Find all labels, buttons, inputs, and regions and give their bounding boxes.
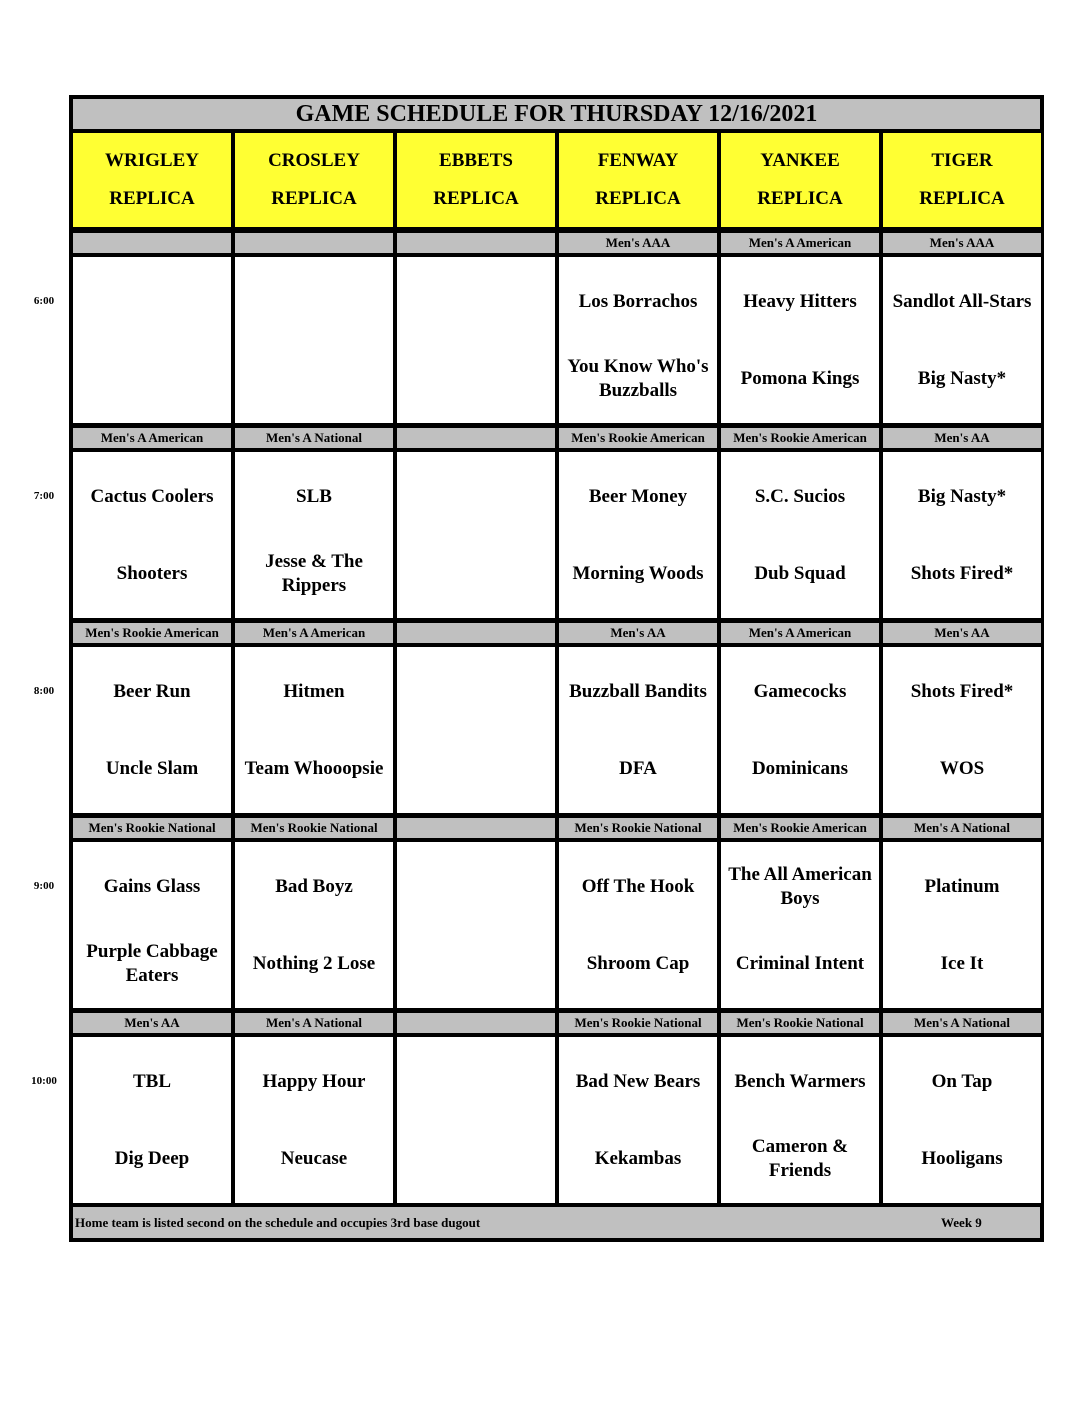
game-cell [721, 647, 879, 813]
time-label: 10:00 [31, 1075, 57, 1087]
division-label: Men's Rookie National [559, 818, 717, 838]
away-team: Bad New Bears [575, 1070, 701, 1092]
schedule-title: GAME SCHEDULE FOR THURSDAY 12/16/2021 [73, 99, 1040, 129]
away-team: Happy Hour [262, 1070, 366, 1092]
division-label: Men's Rookie American [559, 428, 717, 448]
week-label: Week 9 [941, 1214, 982, 1230]
division-label: Men's AA [73, 1013, 231, 1033]
home-team [397, 1120, 555, 1203]
venue-subtitle: REPLICA [595, 188, 681, 209]
home-team: Criminal Intent [735, 952, 865, 974]
division-label: Men's A American [73, 428, 231, 448]
division-label: Men's AA [883, 428, 1041, 448]
game-cell [883, 842, 1041, 1008]
schedule-table [69, 95, 1044, 1242]
game-cell [235, 1037, 393, 1203]
venue-header [559, 133, 717, 227]
home-team: Dig Deep [114, 1147, 190, 1169]
game-cell [559, 842, 717, 1008]
division-label: Men's Rookie American [721, 818, 879, 838]
away-team: Buzzball Bandits [569, 680, 707, 702]
home-team: Kekambas [594, 1147, 682, 1169]
home-team: Team Whooopsie [244, 757, 384, 779]
home-team [235, 340, 393, 423]
home-team: Hooligans [921, 1147, 1003, 1169]
venue-subtitle: REPLICA [919, 188, 1005, 209]
division-label: Men's Rookie National [721, 1013, 879, 1033]
away-team: Off The Hook [581, 875, 695, 897]
away-team: SLB [296, 485, 332, 507]
division-label: Men's AAA [559, 233, 717, 253]
game-cell [559, 1037, 717, 1203]
away-team: Beer Money [588, 485, 688, 507]
game-cell [883, 257, 1041, 423]
game-cell [397, 842, 555, 1008]
division-label: Men's AA [559, 623, 717, 643]
time-label: 9:00 [33, 880, 55, 892]
away-team: The All American Boys [728, 863, 872, 909]
home-team: Shots Fired* [910, 562, 1014, 584]
schedule-footer [73, 1207, 1040, 1238]
footer-note: Home team is listed second on the schedule and occupies 3rd base dugout [75, 1214, 481, 1230]
division-label: Men's A National [235, 428, 393, 448]
home-team: Dub Squad [754, 562, 846, 584]
game-cell [883, 1037, 1041, 1203]
venue-header [721, 133, 879, 227]
game-cell [73, 452, 231, 618]
home-team: You Know Who's Buzzballs [567, 355, 709, 401]
away-team [73, 257, 231, 340]
division-label: Men's Rookie National [73, 818, 231, 838]
away-team [397, 842, 555, 925]
venue-subtitle: REPLICA [109, 188, 195, 209]
game-cell [235, 842, 393, 1008]
away-team: Hitmen [283, 680, 345, 702]
division-label: Men's AAA [883, 233, 1041, 253]
away-team: Shots Fired* [910, 680, 1014, 702]
division-label: Men's A American [721, 623, 879, 643]
away-team: Bad Boyz [275, 875, 353, 897]
game-cell [73, 842, 231, 1008]
away-team: S.C. Sucios [754, 485, 846, 507]
game-cell [397, 647, 555, 813]
time-column [0, 0, 69, 1408]
game-cell [883, 452, 1041, 618]
division-label [397, 233, 555, 253]
division-label [397, 818, 555, 838]
away-team: On Tap [931, 1070, 993, 1092]
home-team: Nothing 2 Lose [252, 952, 376, 974]
game-cell [721, 452, 879, 618]
game-cell [721, 842, 879, 1008]
division-label [235, 233, 393, 253]
home-team [397, 340, 555, 423]
division-label: Men's AA [883, 623, 1041, 643]
home-team: Dominicans [751, 757, 849, 779]
away-team: Heavy Hitters [743, 290, 857, 312]
away-team [397, 1037, 555, 1120]
game-cell [397, 257, 555, 423]
away-team: Platinum [924, 875, 1000, 897]
away-team [235, 257, 393, 340]
game-cell [559, 452, 717, 618]
home-team: WOS [939, 757, 985, 779]
home-team [397, 925, 555, 1008]
venue-name: FENWAY [597, 150, 679, 171]
away-team: Los Borrachos [578, 290, 698, 312]
division-label [73, 233, 231, 253]
division-label: Men's Rookie American [73, 623, 231, 643]
away-team [397, 257, 555, 340]
venue-subtitle: REPLICA [271, 188, 357, 209]
venue-subtitle: REPLICA [757, 188, 843, 209]
venue-name: TIGER [931, 150, 993, 171]
division-label: Men's Rookie National [235, 818, 393, 838]
home-team: DFA [619, 757, 657, 779]
division-label: Men's Rookie National [559, 1013, 717, 1033]
division-label: Men's A American [235, 623, 393, 643]
venue-name: WRIGLEY [105, 150, 199, 171]
game-cell [559, 257, 717, 423]
game-cell [235, 647, 393, 813]
game-cell [883, 647, 1041, 813]
game-cell [235, 257, 393, 423]
division-label: Men's A National [883, 818, 1041, 838]
game-cell [397, 1037, 555, 1203]
away-team: TBL [132, 1070, 172, 1092]
venue-header [73, 133, 231, 227]
game-cell [721, 257, 879, 423]
away-team: Cactus Coolers [90, 485, 214, 507]
home-team: Purple Cabbage Eaters [86, 940, 218, 986]
home-team: Morning Woods [572, 562, 704, 584]
game-cell [73, 257, 231, 423]
division-label [397, 428, 555, 448]
home-team [397, 535, 555, 618]
home-team: Uncle Slam [105, 757, 199, 779]
home-team: Shooters [116, 562, 188, 584]
game-cell [73, 647, 231, 813]
away-team: Sandlot All-Stars [892, 290, 1032, 312]
division-label [397, 1013, 555, 1033]
away-team: Bench Warmers [734, 1070, 866, 1092]
venue-name: YANKEE [760, 150, 840, 171]
home-team: Neucase [280, 1147, 348, 1169]
venue-header [883, 133, 1041, 227]
game-cell [73, 1037, 231, 1203]
away-team: Gains Glass [103, 875, 201, 897]
home-team [397, 730, 555, 813]
time-label: 7:00 [33, 490, 55, 502]
game-cell [559, 647, 717, 813]
division-label [397, 623, 555, 643]
division-label: Men's A American [721, 233, 879, 253]
away-team [397, 452, 555, 535]
time-label: 8:00 [33, 685, 55, 697]
away-team [397, 647, 555, 730]
time-label: 6:00 [33, 295, 55, 307]
venue-header [397, 133, 555, 227]
home-team: Pomona Kings [740, 367, 860, 389]
venue-name: CROSLEY [268, 150, 360, 171]
division-label: Men's A National [235, 1013, 393, 1033]
game-cell [721, 1037, 879, 1203]
home-team: Jesse & The Rippers [265, 550, 363, 596]
home-team: Shroom Cap [586, 952, 690, 974]
game-cell [235, 452, 393, 618]
away-team: Beer Run [113, 680, 191, 702]
venue-subtitle: REPLICA [433, 188, 519, 209]
venue-name: EBBETS [439, 150, 513, 171]
home-team: Cameron & Friends [751, 1135, 849, 1181]
away-team: Gamecocks [753, 680, 847, 702]
division-label: Men's A National [883, 1013, 1041, 1033]
away-team: Big Nasty* [917, 485, 1007, 507]
game-cell [397, 452, 555, 618]
home-team: Ice It [940, 952, 984, 974]
venue-header [235, 133, 393, 227]
home-team [73, 340, 231, 423]
division-label: Men's Rookie American [721, 428, 879, 448]
home-team: Big Nasty* [917, 367, 1007, 389]
